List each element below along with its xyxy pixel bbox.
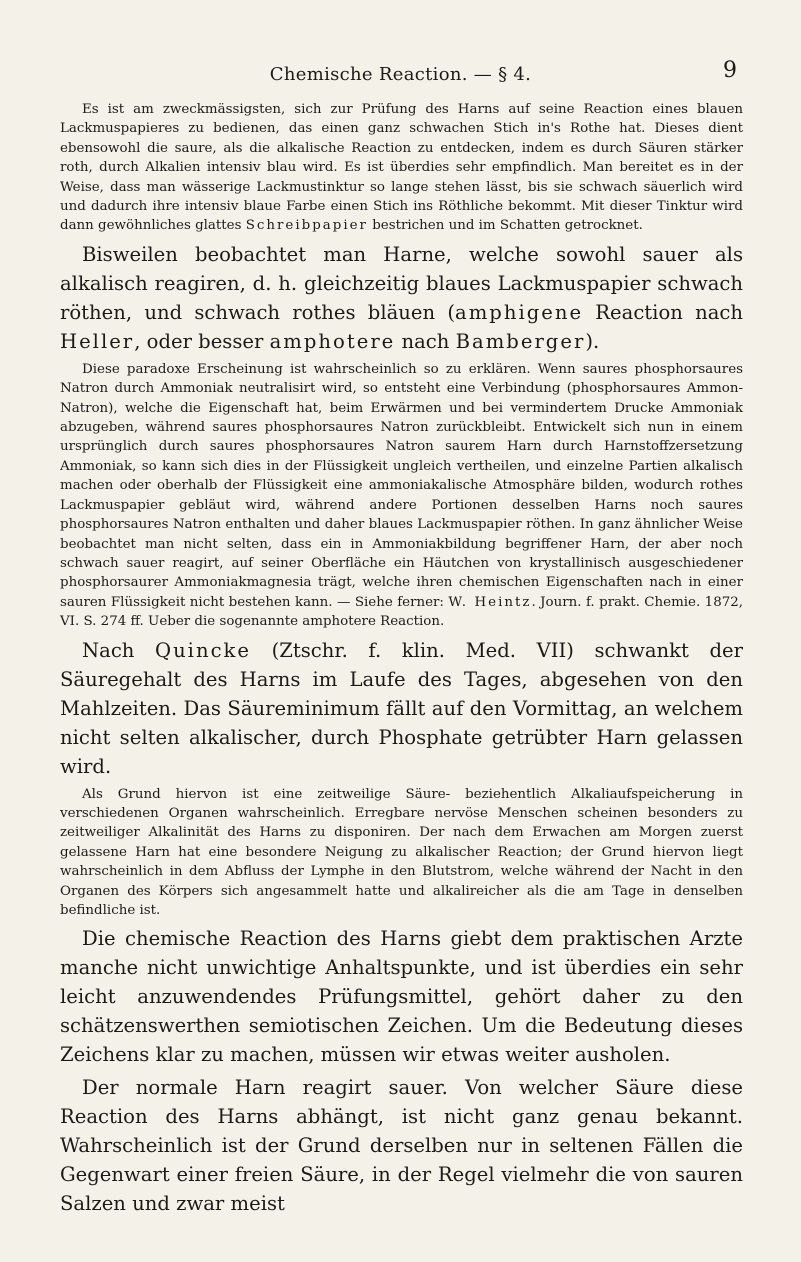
page-number: 9: [723, 58, 737, 83]
text-run: , oder besser: [134, 329, 270, 353]
text-run: Der normale Harn reagirt sauer. Von welcher Säure diese Reaction des Harns abhängt, ist nicht ganz genau bekannt. Wahrscheinlich ist der Grund derselben nur in seltenen Fällen die Gegenwart einer freien Säure, in der Regel vielmehr die von sauren Salzen und zwar meist: [60, 1076, 743, 1216]
spaced-name: amphotere: [269, 329, 396, 353]
spaced-name: amphigene: [455, 300, 584, 324]
text-run: Als Grund hiervon ist eine zeitweilige Säure- beziehentlich Alkaliaufspeicherung in verschiedenen Organen wahrscheinlich. Erregbare nervöse Menschen scheinen besonders zu zeitweiliger Alkalinität des Harns zu disponiren. Der nach dem Erwachen am Morgen zuerst gelassene Harn hat eine besondere Neigung zu alkalischer Reaction; der Grund hiervon liegt wahrscheinlich in dem Abfluss der Lymphe in den Blutstrom, welche während der Nacht in den Organen des Körpers sich angesammelt hatte und alkalireicher als die am Tage in denselben befindliche ist.: [60, 786, 743, 918]
spaced-name: Bamberger: [455, 329, 586, 353]
paragraph: [60, 785, 743, 921]
text-run: nach: [395, 329, 456, 353]
body-text: [60, 100, 743, 1222]
paragraph: [60, 1073, 743, 1218]
text-run: Bisweilen beobachtet man Harne, welche sowohl sauer als alkalisch reagiren, d. h. gleichzeitig blaues Lackmuspapier schwach röthen, und schwach rothes bläuen (: [60, 242, 743, 324]
paragraph: [60, 360, 743, 632]
text-run: ).: [585, 329, 600, 353]
spaced-name: Heller: [60, 329, 135, 353]
text-run: . Journ. f. prakt. Chemie. 1872, VI. S. 274 ff. Ueber die sogenannte amphotere Reaction.: [60, 594, 744, 630]
text-run: bestrichen und im Schatten getrocknet.: [367, 218, 643, 234]
running-title: Chemische Reaction. — § 4.: [269, 64, 532, 85]
text-run: (Ztschr. f. klin. Med. VII) schwankt der Säuregehalt des Harns im Laufe des Tages, abgesehen von den Mahlzeiten. Das Säureminimum fällt auf den Vormittag, an welchem nicht selten alkalischer, durch Phosphate getrübter Harn gelassen wird.: [60, 638, 743, 778]
paragraph: [60, 924, 743, 1069]
spaced-name: Quincke: [155, 638, 252, 662]
spaced-name: W. Heintz: [448, 594, 532, 610]
text-run: Nach: [82, 638, 155, 662]
spaced-name: Schreibpapier: [245, 218, 368, 234]
paragraph: [60, 636, 743, 781]
text-run: Die chemische Reaction des Harns giebt dem praktischen Arzte manche nicht unwichtige Anhaltspunkte, und ist überdies ein sehr leicht anzuwendendes Prüfungsmittel, gehört daher zu den schätzenswerthen semiotischen Zeichen. Um die Bedeutung dieses Zeichens klar zu machen, müssen wir etwas weiter ausholen.: [60, 927, 743, 1067]
page-header: [0, 58, 801, 92]
text-run: Reaction nach: [583, 300, 743, 324]
paragraph: [60, 240, 743, 356]
text-run: Es ist am zweckmässigsten, sich zur Prüfung des Harns auf seine Reaction eines blauen Lackmuspapieres zu bedienen, das einen ganz schwachen Stich in's Rothe hat. Dieses dient ebensowohl die saure, als die alkalische Reaction zu entdecken, indem es durch Säuren stärker roth, durch Alkalien intensiv blau wird. Es ist überdies sehr empfindlich. Man bereitet es in der Weise, dass man wässerige Lackmustinktur so lange stehen lässt, bis sie schwach säuerlich wird und dadurch ihre intensiv blaue Farbe einen Stich ins Röthliche bekommt. Mit dieser Tinktur wird dann gewöhnliches glattes: [60, 102, 743, 234]
paragraph: [60, 100, 743, 236]
text-run: Diese paradoxe Erscheinung ist wahrscheinlich so zu erklären. Wenn saures phosphorsaures Natron durch Ammoniak neutralisirt wird, so entsteht eine Verbindung (phosphorsaures Ammon-Natron), welche die Eigenschaft hat, beim Erwärmen und bei vermindertem Drucke Ammoniak abzugeben, während saures phosphorsaures Natron zurückbleibt. Entwickelt sich nun in einem ursprünglich durch saures phosphorsaures Natron saurem Harn durch Harnstoffzersetzung Ammoniak, so kann sich dies in der Flüssigkeit ungleich vertheilen, und einzelne Partien alkalisch machen oder oberhalb der Flüssigkeit eine ammoniakalische Atmosphäre bilden, wodurch rothes Lackmuspapier gebläut wird, während andere Portionen desselben Harns noch saures phosphorsaures Natron enthalten und daher blaues Lackmuspapier röthen. In ganz ähnlicher Weise beobachtet man nicht selten, dass ein in Ammoniakbildung begriffener Harn, der aber noch schwach sauer reagirt, auf seiner Oberfläche ein Häutchen von krystallinisch ausgeschiedener phosphorsaurer Ammoniakmagnesia trägt, welche ihren chemischen Eigenschaften nach in einer sauren Flüssigkeit nicht bestehen kann. — Siehe ferner:: [60, 361, 743, 610]
